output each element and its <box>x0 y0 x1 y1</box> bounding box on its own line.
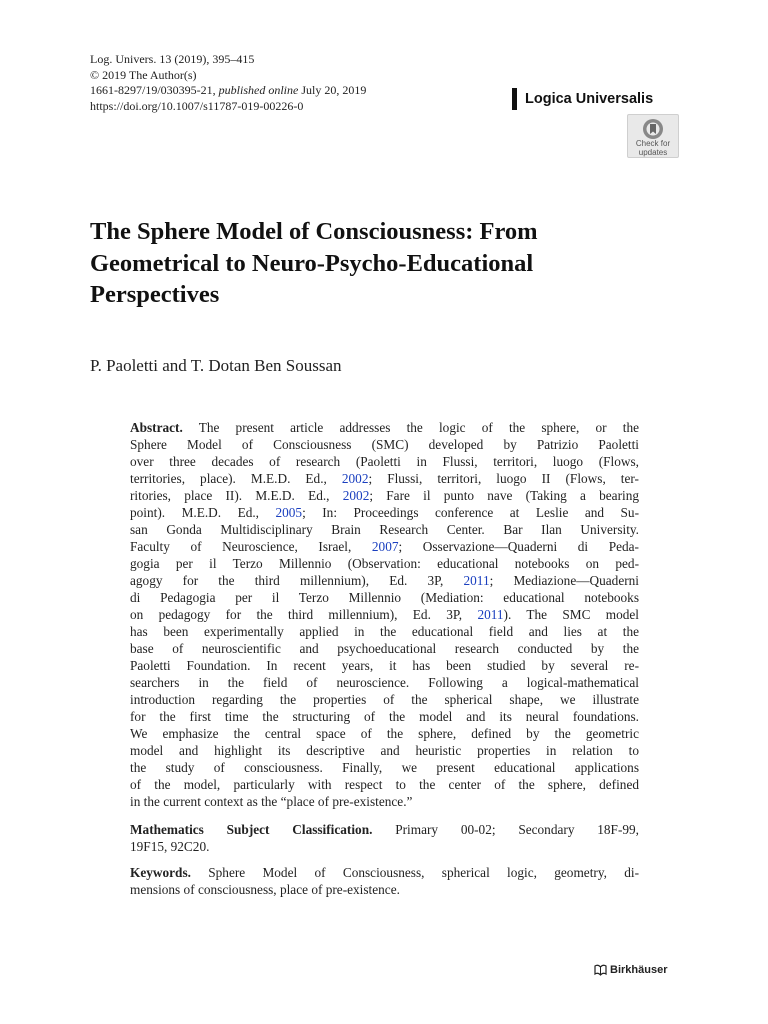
citation-link[interactable]: 2011 <box>463 573 490 588</box>
text-run: ritories, place II). M.E.D. Ed., <box>130 488 343 503</box>
abstract-line <box>130 776 639 793</box>
article-meta <box>90 52 366 114</box>
check-badge-line2: updates <box>638 147 668 157</box>
author-list: P. Paoletti and T. Dotan Ben Soussan <box>90 356 342 375</box>
bookmark-icon <box>642 118 664 140</box>
abstract-line <box>130 521 639 538</box>
msc-classification <box>130 821 639 855</box>
keywords-line <box>130 881 639 898</box>
citation-link[interactable]: 2002 <box>342 488 370 503</box>
keywords-line <box>130 864 639 881</box>
text-run: point). M.E.D. Ed., <box>130 505 276 520</box>
abstract-line <box>130 657 639 674</box>
abstract-line <box>130 538 639 555</box>
section-label: Keywords. <box>130 865 191 880</box>
text-run: for the first time the structuring of the model and its neural foundations. <box>130 709 639 724</box>
abstract-line <box>130 793 639 810</box>
publisher-name: Birkhäuser <box>610 964 668 976</box>
citation-link[interactable]: 2011 <box>477 607 504 622</box>
abstract-line <box>130 589 639 606</box>
abstract-line <box>130 759 639 776</box>
text-run: gogia per il Terzo Millennio (Observation: educational notebooks on ped- <box>130 556 639 571</box>
abstract-line <box>130 606 639 623</box>
abstract-line <box>130 691 639 708</box>
title-line: The Sphere Model of Consciousness: From <box>90 218 538 245</box>
check-badge-line1: Check for <box>635 139 671 148</box>
text-run: ; Flussi, territori, luogo II (Flows, ter- <box>368 471 639 486</box>
text-run: ; Osservazione—Quaderni di Peda- <box>398 539 639 554</box>
text-run: ; Mediazione—Quaderni <box>489 573 639 588</box>
text-run: ). The SMC model <box>503 607 640 622</box>
msc-line <box>130 838 639 855</box>
title-line: Perspectives <box>90 281 220 308</box>
text-run: the study of consciousness. Finally, we present educational applications <box>130 760 639 775</box>
abstract-line <box>130 487 639 504</box>
abstract-line <box>130 436 639 453</box>
text-run: 19F15, 92C20. <box>130 839 210 854</box>
abstract-line <box>130 708 639 725</box>
abstract-line <box>130 640 639 657</box>
citation-link[interactable]: 2005 <box>275 505 303 520</box>
keywords <box>130 864 639 898</box>
text-run: over three decades of research (Paoletti in Flussi, territori, luogo (Flows, <box>130 454 639 469</box>
text-run: Sphere Model of Consciousness, spherical logic, geometry, di- <box>190 865 639 880</box>
msc-line <box>130 821 639 838</box>
abstract-line <box>130 623 639 640</box>
text-run: ; In: Proceedings conference at Leslie and Su- <box>302 505 639 520</box>
citation-link[interactable]: 2007 <box>371 539 399 554</box>
text-run: has been experimentally applied in the educational field and lies at the <box>130 624 639 639</box>
publisher-icon <box>594 964 607 976</box>
publisher-logo <box>594 964 667 976</box>
title-line: Geometrical to Neuro-Psycho-Educational <box>90 249 534 277</box>
text-run: in the current context as the “place of pre-existence.” <box>130 794 413 809</box>
text-run: ; Fare il punto nave (Taking a bearing <box>369 488 639 503</box>
abstract-line <box>130 453 639 470</box>
section-label: Abstract. <box>130 420 183 435</box>
doi-link[interactable]: https://doi.org/10.1007/s11787-019-00226-0 <box>90 98 304 113</box>
text-run: searchers in the field of neuroscience. Following a logical-mathematical <box>130 675 639 690</box>
section-label: Mathematics Subject Classification. <box>130 822 373 837</box>
text-run: We emphasize the central space of the sphere, defined by the geometric <box>130 726 639 741</box>
abstract-line <box>130 572 639 589</box>
abstract-line <box>130 674 639 691</box>
check-for-updates-badge[interactable] <box>627 114 679 158</box>
copyright-line: © 2019 The Author(s) <box>90 67 197 82</box>
text-run: introduction regarding the properties of the spherical shape, we illustrate <box>130 692 639 707</box>
text-run: Sphere Model of Consciousness (SMC) developed by Patrizio Paoletti <box>130 437 639 452</box>
abstract-line <box>130 725 639 742</box>
text-run: di Pedagogia per il Terzo Millennio (Mediation: educational notebooks <box>130 590 639 605</box>
text-run: of the model, particularly with respect to the center of the sphere, defined <box>130 777 639 792</box>
abstract-line <box>130 504 639 521</box>
abstract-line <box>130 742 639 759</box>
text-run: mensions of consciousness, place of pre-existence. <box>130 882 400 897</box>
issn-line: 1661-8297/19/030395-21, published online July 20, 2019 <box>90 83 367 97</box>
text-run: agogy for the third millennium), Ed. 3P, <box>130 573 464 588</box>
text-run: on pedagogy for the third millennium), Ed. 3P, <box>130 607 478 622</box>
abstract <box>130 419 639 810</box>
text-run: model and highlight its descriptive and heuristic properties in relation to <box>130 743 639 758</box>
journal-name: Logica Universalis <box>512 88 653 110</box>
abstract-line <box>130 470 639 487</box>
text-run: Faculty of Neuroscience, Israel, <box>130 539 372 554</box>
abstract-line <box>130 555 639 572</box>
paper-title <box>90 216 690 311</box>
text-run: Paoletti Foundation. In recent years, it has been studied by several re- <box>130 658 639 673</box>
text-run: The present article addresses the logic of the sphere, or the <box>182 420 639 435</box>
citation-link[interactable]: 2002 <box>341 471 369 486</box>
text-run: territories, place). M.E.D. Ed., <box>130 471 342 486</box>
text-run: Primary 00-02; Secondary 18F-99, <box>372 822 639 837</box>
abstract-line <box>130 419 639 436</box>
citation-line: Log. Univers. 13 (2019), 395–415 <box>90 52 255 66</box>
text-run: san Gonda Multidisciplinary Brain Research Center. Bar Ilan University. <box>130 522 639 537</box>
text-run: base of neuroscientific and psychoeducational research conducted by the <box>130 641 639 656</box>
